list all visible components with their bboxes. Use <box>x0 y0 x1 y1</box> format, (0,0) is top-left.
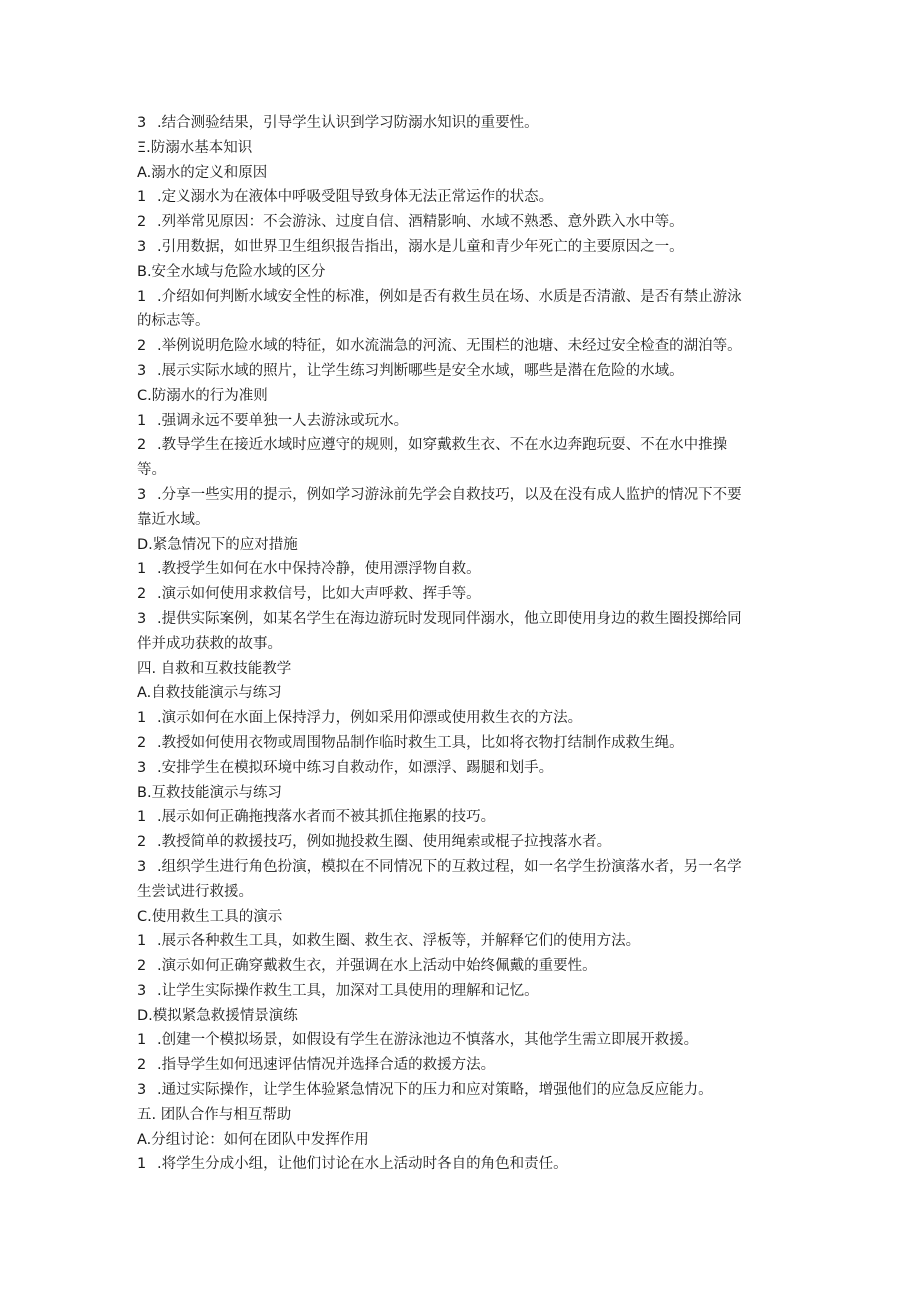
list-item-text: .列举常见原因：不会游泳、过度自信、酒精影响、水域不熟悉、意外跌入水中等。 <box>157 214 684 231</box>
list-item-number: 3 <box>137 238 147 255</box>
list-item <box>137 359 787 384</box>
list-item-number: 3 <box>137 486 147 503</box>
list-item-continuation: 的标志等。 <box>137 313 210 330</box>
list-item-number: 3 <box>137 362 147 379</box>
list-item-number: 1 <box>137 189 147 206</box>
list-item-text: .分享一些实用的提示，例如学习游泳前先学会自救技巧，以及在没有成人监护的情况下不要 <box>157 486 742 503</box>
list-item-number: 1 <box>137 1156 147 1173</box>
list-item-text: .安排学生在模拟环境中练习自救动作，如漂浮、踢腿和划手。 <box>157 759 554 776</box>
section-heading: A.自救技能演示与练习 <box>137 685 282 702</box>
list-item-text: .介绍如何判断水域安全性的标准，例如是否有救生员在场、水质是否清澈、是否有禁止游泳 <box>157 288 742 305</box>
list-item-continuation: 生尝试进行救援。 <box>137 883 253 900</box>
list-item-text: .教授如何使用衣物或周围物品制作临时救生工具，比如将衣物打结制作成救生绳。 <box>157 734 684 751</box>
list-item-text: .通过实际操作，让学生体验紧急情况下的压力和应对策略，增强他们的应急反应能力。 <box>157 1082 713 1099</box>
list-item <box>137 1053 787 1078</box>
section-heading: B.安全水域与危险水域的区分 <box>137 263 326 280</box>
document-page <box>137 111 787 1177</box>
list-item <box>137 929 787 954</box>
list-item <box>137 756 787 781</box>
list-item-number: 2 <box>137 437 147 454</box>
list-item-number: 3 <box>137 610 147 627</box>
list-item <box>137 235 787 260</box>
list-item-continuation: 伴并成功获救的故事。 <box>137 635 282 652</box>
list-item-text: .演示如何使用求救信号，比如大声呼救、挥手等。 <box>157 586 481 603</box>
list-item-number: 2 <box>137 214 147 231</box>
list-item <box>137 607 787 632</box>
list-item-number: 3 <box>137 115 147 131</box>
section-heading: A.溺水的定义和原因 <box>137 164 268 181</box>
list-item-number: 1 <box>137 933 147 950</box>
section-heading: 五. 团队合作与相互帮助 <box>137 1106 292 1123</box>
list-item-text: .指导学生如何迅速评估情况并选择合适的救援方法。 <box>157 1057 496 1074</box>
list-item <box>137 433 787 458</box>
list-item-number: 1 <box>137 809 147 826</box>
list-item-number: 3 <box>137 759 147 776</box>
list-item-text: .提供实际案例，如某名学生在海边游玩时发现同伴溺水，他立即使用身边的救生圈投掷给同 <box>157 610 742 627</box>
list-item <box>137 805 787 830</box>
list-item-number: 1 <box>137 710 147 727</box>
list-item-text: .教导学生在接近水域时应遵守的规则，如穿戴救生衣、不在水边奔跑玩耍、不在水中推操 <box>157 437 728 454</box>
list-item-number: 1 <box>137 288 147 305</box>
section-heading: D.紧急情况下的应对措施 <box>137 536 298 553</box>
list-item-continuation: 靠近水域。 <box>137 511 210 528</box>
list-item-number: 2 <box>137 734 147 751</box>
list-item-text: .演示如何在水面上保持浮力，例如采用仰漂或使用救生衣的方法。 <box>157 710 583 727</box>
list-item-text: .定义溺水为在液体中呼吸受阻导致身体无法正常运作的状态。 <box>157 189 554 206</box>
list-item <box>137 731 787 756</box>
list-item-text: .引用数据，如世界卫生组织报告指出，溺水是儿童和青少年死亡的主要原因之一。 <box>157 238 684 255</box>
list-item-text: .教授简单的救援技巧，例如抛投救生圈、使用绳索或棍子拉拽落水者。 <box>157 834 612 851</box>
list-item <box>137 954 787 979</box>
list-item-number: 2 <box>137 834 147 851</box>
list-item <box>137 855 787 880</box>
list-item-number: 3 <box>137 858 147 875</box>
section-heading: B.互救技能演示与练习 <box>137 784 283 801</box>
list-item-number: 2 <box>137 338 147 355</box>
list-item <box>137 979 787 1004</box>
list-item-number: 1 <box>137 1032 147 1049</box>
list-item-number: 2 <box>137 586 147 603</box>
list-item-text: .展示实际水域的照片，让学生练习判断哪些是安全水域，哪些是潜在危险的水域。 <box>157 362 684 379</box>
list-item-number: 3 <box>137 1082 147 1099</box>
section-heading: 四. 自救和互救技能教学 <box>137 660 292 677</box>
list-item <box>137 1028 787 1053</box>
list-item-text: .展示各种救生工具，如救生圈、救生衣、浮板等，并解释它们的使用方法。 <box>157 933 641 950</box>
list-item-number: 1 <box>137 412 147 429</box>
list-item <box>137 185 787 210</box>
list-item <box>137 483 787 508</box>
list-item <box>137 111 787 136</box>
list-item-text: .让学生实际操作救生工具，加深对工具使用的理解和记忆。 <box>157 982 539 999</box>
list-item <box>137 1152 787 1177</box>
list-item <box>137 557 787 582</box>
list-item-continuation: 等。 <box>137 462 166 479</box>
list-item <box>137 210 787 235</box>
list-item-text: .将学生分成小组，让他们讨论在水上活动时各自的角色和责任。 <box>157 1156 568 1173</box>
list-item-text: .强调永远不要单独一人去游泳或玩水。 <box>157 412 409 429</box>
list-item-text: .组织学生进行角色扮演，模拟在不同情况下的互救过程，如一名学生扮演落水者，另一名学 <box>157 858 742 875</box>
section-heading: A.分组讨论：如何在团队中发挥作用 <box>137 1131 369 1148</box>
list-item-text: .展示如何正确拖拽落水者而不被其抓住拖累的技巧。 <box>157 809 496 826</box>
list-item-text: .创建一个模拟场景，如假设有学生在游泳池边不慎落水，其他学生需立即展开救援。 <box>157 1032 699 1049</box>
list-item <box>137 830 787 855</box>
list-item-text: .举例说明危险水域的特征，如水流湍急的河流、无围栏的池塘、未经过安全检查的湖泊等。 <box>157 338 742 355</box>
list-item-number: 2 <box>137 1057 147 1074</box>
section-heading: Ξ.防溺水基本知识 <box>137 139 253 156</box>
section-heading: D.模拟紧急救援情景演练 <box>137 1007 298 1024</box>
list-item-text: .结合测验结果，引导学生认识到学习防溺水知识的重要性。 <box>157 115 539 131</box>
list-item-number: 1 <box>137 561 147 578</box>
section-heading: C.使用救生工具的演示 <box>137 908 283 925</box>
list-item <box>137 582 787 607</box>
list-item-number: 2 <box>137 958 147 975</box>
list-item <box>137 334 787 359</box>
list-item <box>137 409 787 434</box>
list-item <box>137 1078 787 1103</box>
list-item-text: .演示如何正确穿戴救生衣，并强调在水上活动中始终佩戴的重要性。 <box>157 958 597 975</box>
list-item-number: 3 <box>137 982 147 999</box>
section-heading: C.防溺水的行为准则 <box>137 387 268 404</box>
list-item-text: .教授学生如何在水中保持冷静，使用漂浮物自救。 <box>157 561 481 578</box>
list-item <box>137 285 787 310</box>
list-item <box>137 706 787 731</box>
